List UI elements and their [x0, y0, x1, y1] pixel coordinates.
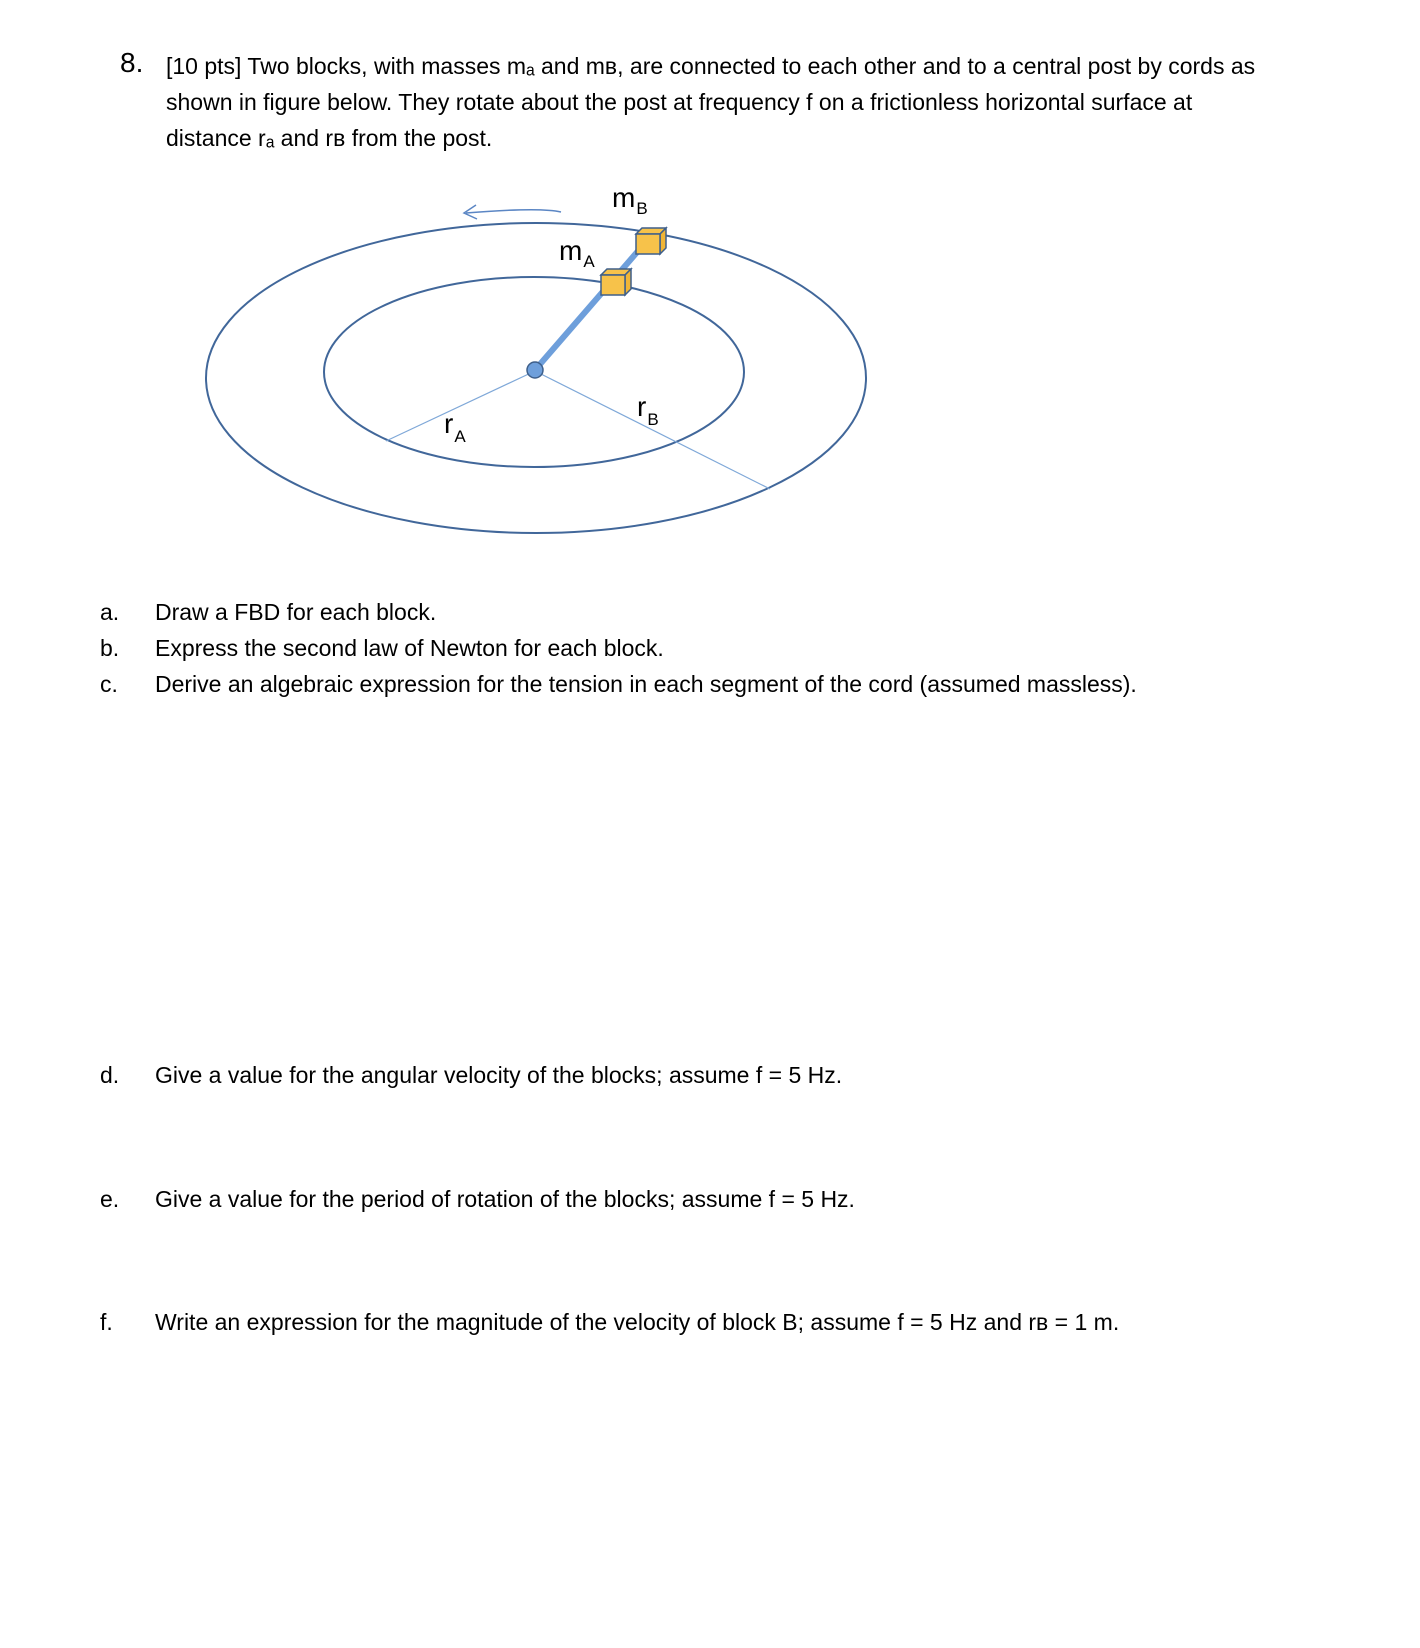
label-radius-a: $r_A$ — [444, 408, 466, 446]
part-b-text: Express the second law of Newton for each block. — [155, 635, 664, 661]
part-f-text: Write an expression for the magnitude of the velocity of block B; assume f = 5 Hz and rʙ = 1 m. — [155, 1309, 1120, 1335]
question-number: 8. — [120, 47, 144, 78]
label-radius-b: $r_B$ — [637, 391, 659, 429]
rotation-diagram — [0, 0, 1420, 560]
part-b-letter: b. — [100, 635, 120, 661]
part-f-letter: f. — [100, 1309, 113, 1335]
part-a-letter: a. — [100, 599, 120, 625]
question-line-3: distance rₐ and rʙ from the post. — [166, 125, 493, 151]
rotation-arrow-icon — [464, 205, 561, 219]
part-d-letter: d. — [100, 1062, 120, 1088]
radius-b-line — [535, 371, 770, 489]
part-e-letter: e. — [100, 1186, 120, 1212]
label-mass-a: $m_A$ — [559, 235, 595, 271]
part-a-text: Draw a FBD for each block. — [155, 599, 437, 625]
question-line-2: shown in figure below. They rotate about the post at frequency f on a frictionless horizontal surface at — [166, 89, 1193, 115]
part-c-text: Derive an algebraic expression for the tension in each segment of the cord (assumed massless). — [155, 671, 1137, 697]
part-c-letter: c. — [100, 671, 118, 697]
part-e-text: Give a value for the period of rotation of the blocks; assume f = 5 Hz. — [155, 1186, 855, 1212]
block-b — [636, 228, 666, 254]
block-a — [601, 269, 631, 295]
part-d-text: Give a value for the angular velocity of the blocks; assume f = 5 Hz. — [155, 1062, 843, 1088]
question-line-1: [10 pts] Two blocks, with masses mₐ and mʙ, are connected to each other and to a central post by cords as — [166, 53, 1256, 79]
central-post — [527, 362, 543, 378]
label-mass-b: $m_B$ — [612, 182, 648, 218]
